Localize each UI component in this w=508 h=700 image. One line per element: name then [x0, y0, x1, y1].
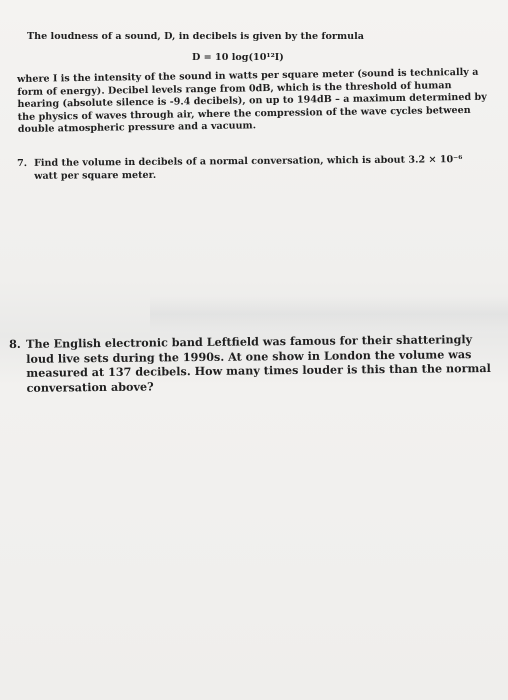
question-text: The English electronic band Leftfield was famous for their shatteringly loud live sets during the 1990s. At one show in London the volume was measured at 137 decibels. How many times louder is this than the normal conversation above?: [25, 332, 491, 395]
question-7: [17, 153, 487, 183]
decibel-formula: D = 10 log(10¹²I): [192, 52, 284, 63]
question-number: 7.: [17, 157, 28, 169]
paper-fold-shadow: [150, 296, 508, 332]
explanation-paragraph: where I is the intensity of the sound in watts per square meter (sound is technically a form of energy). Decibel levels range from 0dB, which is the threshold of human hearing (absolute silence is -9.4 decibels), on up to 194dB – a maximum determined by the physics of waves through air, where the compression of the wave cycles between double atmospheric pressure and a vacuum.: [17, 66, 487, 136]
question-8: [9, 332, 495, 395]
intro-text: The loudness of a sound, D, in decibels is given by the formula: [27, 31, 364, 42]
question-number: 8.: [9, 336, 21, 351]
question-text: Find the volume in decibels of a normal conversation, which is about 3.2 × 10⁻⁶ watt per square meter.: [34, 154, 463, 182]
